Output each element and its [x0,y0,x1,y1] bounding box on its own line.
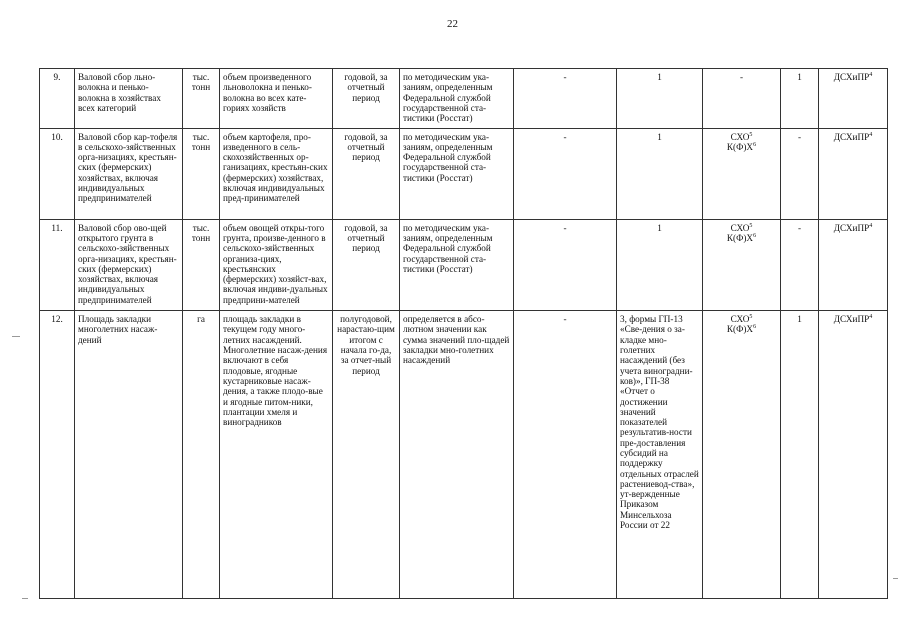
table-row [40,128,888,219]
period-cell: полугодовой, нарастаю-щим итогом с начала го-да, за отчет-ный период [333,311,400,599]
col8-cell: 1 [617,69,703,129]
footnote-mark: 4 [869,71,873,78]
footnote-mark: 6 [753,141,757,148]
method-cell: по методическим ука-заниям, определенным Федеральной службой государственной ста-тистики (Росстат) [400,128,514,219]
unit-cell: тыс. тонн [183,69,220,129]
method-cell: по методическим ука-заниям, определенным Федеральной службой государственной ста-тистики (Росстат) [400,69,514,129]
responsible-cell [819,128,888,219]
table-row [40,69,888,129]
col9-cell [703,311,781,599]
indicator-name: Валовой сбор кар-тофеля в сельскохо-зяйственных орга-низациях, крестьян-ских (фермерских) хозяйствах, включая индивидуальных предпринимателей [75,128,183,219]
indicator-name: Валовой сбор ово-щей открытого грунта в сельскохо-зяйственных орга-низациях, крестьян-ских (фермерских) хозяйствах, включая индивидуальных предпринимателей [75,219,183,311]
responsible-cell [819,69,888,129]
row-number: 11. [40,219,75,311]
responsible-text: ДСХиПР [833,72,870,82]
indicators-table [39,68,888,599]
method-cell: по методическим ука-заниям, определенным Федеральной службой государственной ста-тистики (Росстат) [400,219,514,311]
scan-artifact-line [12,336,20,337]
footnote-mark: 6 [753,232,757,239]
definition-cell: объем овощей откры-того грунта, произве-денного в сельскохо-зяйственных организа-циях, крестьянских (фермерских) хозяйст-вах, включая индиви-дуальных предприни-мателей [220,219,333,311]
row-number: 9. [40,69,75,129]
table-row [40,219,888,311]
footnote-mark: 4 [869,222,873,229]
page-number: 22 [447,18,458,30]
period-cell: годовой, за отчетный период [333,219,400,311]
row-number: 10. [40,128,75,219]
footnote-mark: 5 [749,222,753,229]
scan-artifact-line [22,598,28,599]
col10-cell: 1 [781,69,819,129]
col8-cell: 1 [617,219,703,311]
definition-cell: объем картофеля, про-изведенного в сель-скохозяйственных ор-ганизациях, крестьян-ских (фермерских) хозяйствах, включая индивидуальных пред-принимателей [220,128,333,219]
col8-cell: 3, формы ГП-13 «Све-дения о за-кладке мно-голетних насаждений (без учета виноградни-ков)», ГП-38 «Отчет о достижении значений показателей результатив-ности пре-доставления субсидий на поддержку отдельных отраслей растениевод-ства», ут-вержденные Приказом Минсельхоза России от 22 [617,311,703,599]
row-number: 12. [40,311,75,599]
indicator-name: Площадь закладки многолетних насаж-дений [75,311,183,599]
unit-cell: га [183,311,220,599]
col10-cell: 1 [781,311,819,599]
responsible-text: ДСХиПР [833,314,870,325]
definition-cell: объем произведенного льноволокна и пенько-волокна во всех кате-гориях хозяйств [220,69,333,129]
responsible-cell [819,311,888,599]
period-cell: годовой, за отчетный период [333,69,400,129]
col7-cell: - [514,128,617,219]
col9-cell: - [703,69,781,129]
footnote-mark: 5 [749,131,753,138]
col10-cell: - [781,219,819,311]
footnote-mark: 5 [749,314,753,321]
indicator-name: Валовой сбор льно-волокна и пенько-волокна в хозяйствах всех категорий [75,69,183,129]
col7-cell: - [514,219,617,311]
col9-line-b: К(Ф)Х [726,232,754,243]
responsible-text: ДСХиПР [833,222,870,233]
table-row [40,311,888,599]
period-cell: годовой, за отчетный период [333,128,400,219]
unit-cell: тыс. тонн [183,219,220,311]
scan-artifact-line [893,578,898,579]
col9-cell [703,219,781,311]
col9-line-a: СХО [730,314,750,325]
col10-cell: - [781,128,819,219]
footnote-mark: 6 [753,324,757,331]
method-cell: определяется в абсо-лютном значении как сумма значений пло-щадей закладки мно-голетних насаждений [400,311,514,599]
footnote-mark: 4 [869,314,873,321]
responsible-cell [819,219,888,311]
col8-cell: 1 [617,128,703,219]
unit-cell: тыс. тонн [183,128,220,219]
col7-cell: - [514,69,617,129]
col9-line-b: К(Ф)Х [726,324,754,335]
footnote-mark: 4 [869,131,873,138]
col9-line-b: К(Ф)Х [726,141,754,152]
col9-line-a: СХО [730,131,750,142]
col9-cell [703,128,781,219]
col9-line-a: СХО [730,222,750,233]
col7-cell: - [514,311,617,599]
responsible-text: ДСХиПР [833,131,870,142]
definition-cell: площадь закладки в текущем году много-летних насаждений. Многолетние насаж-дения включают в себя плодовые, ягодные кустарниковые насаж-дения, а также плодо-вые и ягодные питом-ники, плантации хмеля и виноградников [220,311,333,599]
